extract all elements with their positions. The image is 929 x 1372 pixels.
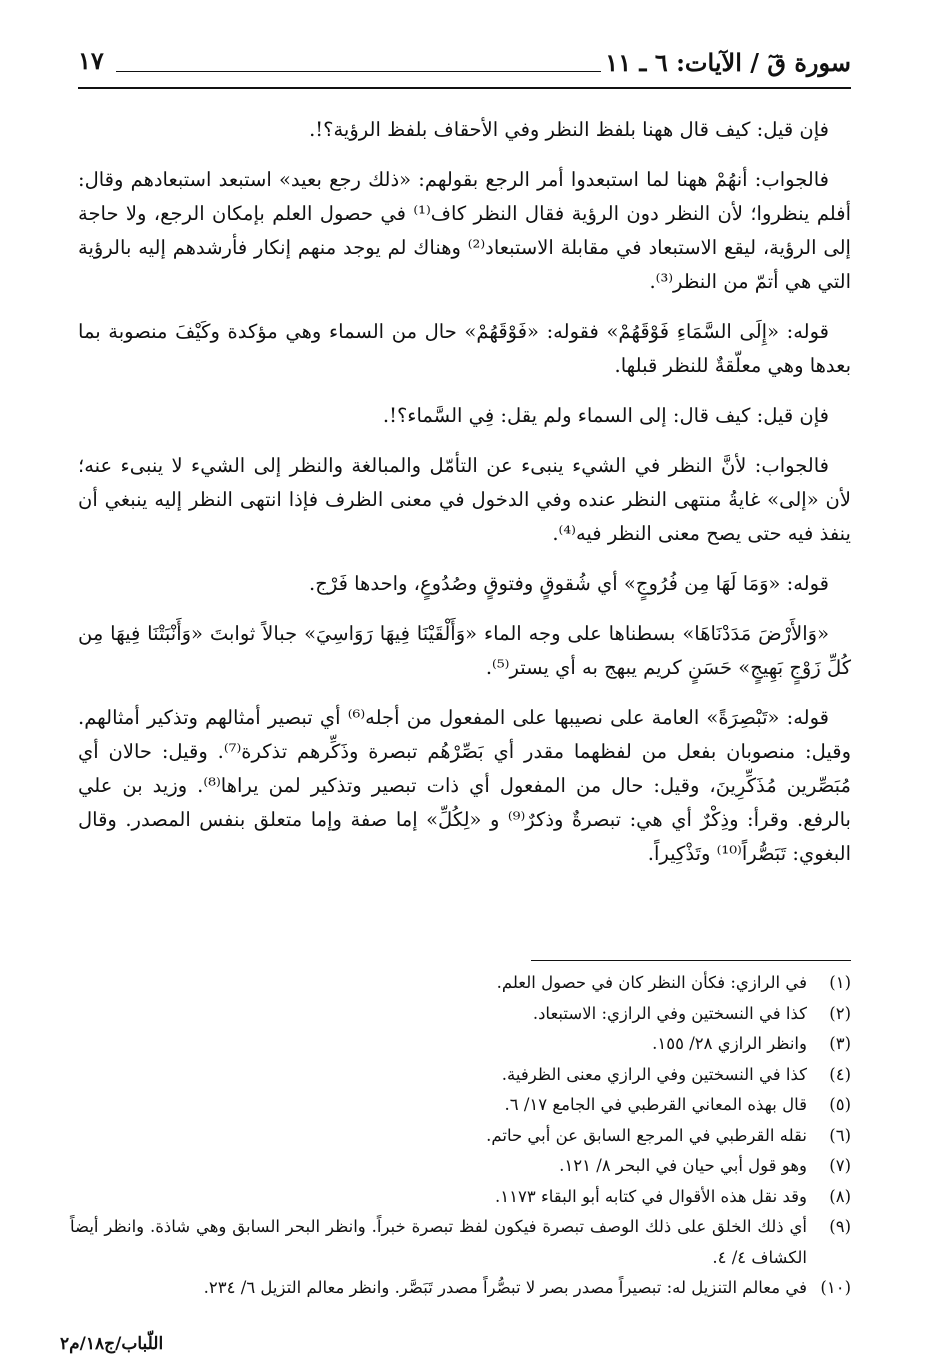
footnote xyxy=(70,968,851,999)
running-title: سورة قٓ / الآيات: ٦ ـ ١١ xyxy=(605,48,851,77)
footnote-text: كذا في النسختين وفي الرازي: الاستبعاد. xyxy=(532,1003,807,1023)
footnote-text: في معالم التنزيل له: تبصيراً مصدر بصر لا تبصُّراً مصدر تَبَصَّر. وانظر معالم التزيل ٦/ ٢٣٤. xyxy=(203,1278,807,1297)
signature-mark: اللّباب/ج١٨/م٢ xyxy=(60,1334,164,1354)
paragraph: قوله: «تَبْصِرَةً» العامة على نصيبها على المفعول من أجله⁽⁶⁾ أي تبصير أمثالهم وتذكير أمثالهم. وقيل: منصوبان بفعل من لفظهما مقدر أي بَصِّرْهُم تبصرة وذَكِّرهم تذكرة⁽⁷⁾. وقيل: حالان أي مُبَصِّرين مُذَكِّرِينَ، وقيل: حال من المفعول أي ذات تبصير وتذكير لمن يراها⁽⁸⁾. وزيد بن علي بالرفع. وقرأ: وذِكْرٌ أي هي: تبصرةٌ وذكرٌ⁽⁹⁾ و «لِكُلِّ» إما صفة وإما متعلق بنفس المصدر. وقال البغوي: تَبَصُّراً⁽¹⁰⁾ وتَذْكِيراً. xyxy=(78,706,851,865)
footnote-text: قال بهذه المعاني القرطبي في الجامع ١٧/ ٦. xyxy=(504,1095,807,1114)
footnote-text: أي ذلك الخلق على ذلك الوصف تبصرة فيكون لفظ تبصرة خبراً. وانظر البحر السابق وهي شاذة. وانظر أيضاً الكشاف ٤/ ٤. xyxy=(70,1217,807,1267)
footnote-number: (٨) xyxy=(829,1186,851,1206)
footnote-number: (١٠) xyxy=(820,1278,851,1297)
footnote xyxy=(70,1121,851,1152)
paragraph: فإن قيل: كيف قال: إلى السماء ولم يقل: فِي السَّماء؟!. xyxy=(382,404,829,427)
footnote-number: (٧) xyxy=(829,1156,851,1175)
footnote-text: في الرازي: فكأن النظر كان في حصول العلم. xyxy=(496,973,807,992)
footnote xyxy=(70,1060,851,1091)
paragraph: قوله: «وَمَا لَهَا مِن فُرُوجٍ» أي شُقوقٍ وفتوقٍ وصُدُوعٍ، واحدها فَرْج. xyxy=(309,572,829,595)
footnote-number: (١) xyxy=(829,973,851,992)
page-number: ١٧ xyxy=(78,46,104,75)
footnote-number: (٤) xyxy=(829,1064,851,1084)
main-text xyxy=(78,113,851,887)
footnote xyxy=(70,1090,851,1121)
footnote xyxy=(70,1151,851,1182)
footnotes xyxy=(70,968,851,1304)
footnote-number: (٣) xyxy=(829,1034,851,1053)
footnote xyxy=(70,1182,851,1213)
footnote-number: (٩) xyxy=(829,1217,851,1236)
footnote-number: (٥) xyxy=(829,1095,851,1114)
paragraph: فالجواب: لأنَّ النظر في الشيء ينبىء عن التأمّل والمبالغة والنظر إلى الشيء لا ينبىء عنه؛ لأن «إلى» غايةُ منتهى النظر عنده وفي الدخول في معنى الظرف فإذا انتهى النظر إليه ينبغي أن ينفذ فيه حتى يصح معنى النظر فيه⁽⁴⁾. xyxy=(78,454,851,545)
footnote-text: وانظر الرازي ٢٨/ ١٥٥. xyxy=(652,1034,807,1053)
paragraph: فالجواب: أنهُمْ ههنا لما استبعدوا أمر الرجع بقولهم: «ذلك رجع بعيد» استبعد استبعادهم وقال: أفلم ينظروا؛ لأن النظر دون الرؤية فقال النظر كاف⁽¹⁾ في حصول العلم بإمكان الرجع، ولا حاجة إلى الرؤية، ليقع الاستبعاد في مقابلة الاستبعاد⁽²⁾ وهناك لم يوجد منهم إنكار فأرشدهم إليه بالرؤية التي هي أتمّ من النظر⁽³⁾. xyxy=(78,168,851,293)
footnote-text: وقد نقل هذه الأقوال في كتابه أبو البقاء ١١٧٣. xyxy=(495,1186,807,1206)
header-rule xyxy=(78,87,851,89)
footnote xyxy=(70,1273,851,1304)
paragraph: فإن قيل: كيف قال ههنا بلفظ النظر وفي الأحقاف بلفظ الرؤية؟!. xyxy=(309,118,829,141)
footnote xyxy=(70,1212,851,1273)
footnote-text: وهو قول أبي حيان في البحر ٨/ ١٢١. xyxy=(559,1156,807,1175)
running-header xyxy=(78,44,851,84)
footnote xyxy=(70,999,851,1030)
footnote-number: (٢) xyxy=(829,1003,851,1023)
footnote-number: (٦) xyxy=(829,1125,851,1145)
header-dash-line xyxy=(116,71,601,72)
footnote-separator xyxy=(531,960,851,961)
footnote xyxy=(70,1029,851,1060)
paragraph: «وَالأَرْضَ مَدَدْنَاهَا» بسطناها على وجه الماء «وَأَلْقَيْنَا فِيهَا رَوَاسِيَ» جبالاً ثوابتَ «وَأَنْبَتْنَا فِيهَا مِن كُلِّ زَوْجٍ بَهِيجٍ» حَسَنٍ كريم يبهج به أي يستر⁽⁵⁾. xyxy=(78,622,851,679)
footnote-text: نقله القرطبي في المرجع السابق عن أبي حاتم. xyxy=(486,1125,807,1145)
paragraph: قوله: «إِلَى السَّمَاءِ فَوْقَهُمْ» فقوله: «فَوْقَهُمْ» حال من السماء وهي مؤكدة وكَيْفَ منصوبة بما بعدها وهي معلّقةٌ للنظر قبلها. xyxy=(78,320,851,377)
footnote-text: كذا في النسختين وفي الرازي معنى الظرفية. xyxy=(501,1064,807,1084)
